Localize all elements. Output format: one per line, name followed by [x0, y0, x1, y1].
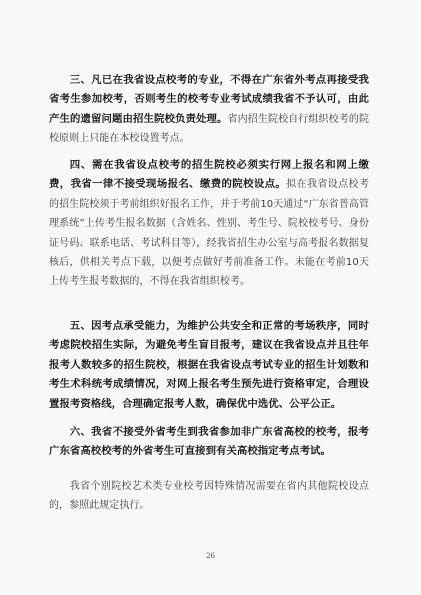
paragraph-7-normal: 我省个别院校艺术类专业校考因特殊情况需要在省内其他院校设点的，参照此规定执行。 [49, 481, 369, 512]
paragraph-4-normal: 拟在我省设点校考的招生院校须于考前组织好报名工作，并于考前10天通过“广东省普高管理系统”上传考生报名数据（含姓名、性别、考生号、院校校考号、身份证号码、联系电话、考试科目等），经我省招生办公室与高考报名数据复核后，供相关考点下载，以便考点做好考前准备工作。未能在考前10天上传考生报考数据的，不得在我省组织校考。 [49, 179, 369, 288]
paragraph-4-bold: 四、需在我省设点校考的招生院校必须实行网上报名和网上缴费，我省一律不接受现场报名、缴费的院校设点。 [49, 159, 369, 191]
paragraph-5-bold: 五、因考点承受能力，为维护公共安全和正常的考场秩序，同时考虑院校招生实际，为避免考生盲目报考，建议在我省设点并且往年报考人数较多的招生院校，根据在我省设点考试专业的招生计划数和考生术科统考成绩情况，对网上报名考生预先进行资格审定，合理设置报考资格线，合理确定报考人数，确保优中选优、公平公正。 [49, 320, 369, 410]
paragraph-4 [49, 156, 369, 292]
page-number: 26 [206, 552, 215, 560]
paragraph-6 [49, 423, 369, 462]
paragraph-6-bold: 六、我省不接受外省考生到我省参加非广东省高校的校考，报考广东省高校校考的外省考生可直接到有关高校指定考点考试。 [49, 426, 369, 458]
paragraph-5 [49, 317, 369, 414]
paragraph-3-bold: 三、凡已在我省设点校考的专业，不得在广东省外考点再接受我省考生参加校考，否则考生的校考专业考试成绩我省不予认可，由此产生的遗留问题由招生院校负责处理。 [49, 74, 369, 125]
paragraph-3-normal: 省内招生院校自行组织校考的院校原则上只能在本校设置考点。 [49, 113, 369, 145]
paragraph-3 [49, 71, 369, 149]
paragraph-7 [49, 477, 369, 516]
